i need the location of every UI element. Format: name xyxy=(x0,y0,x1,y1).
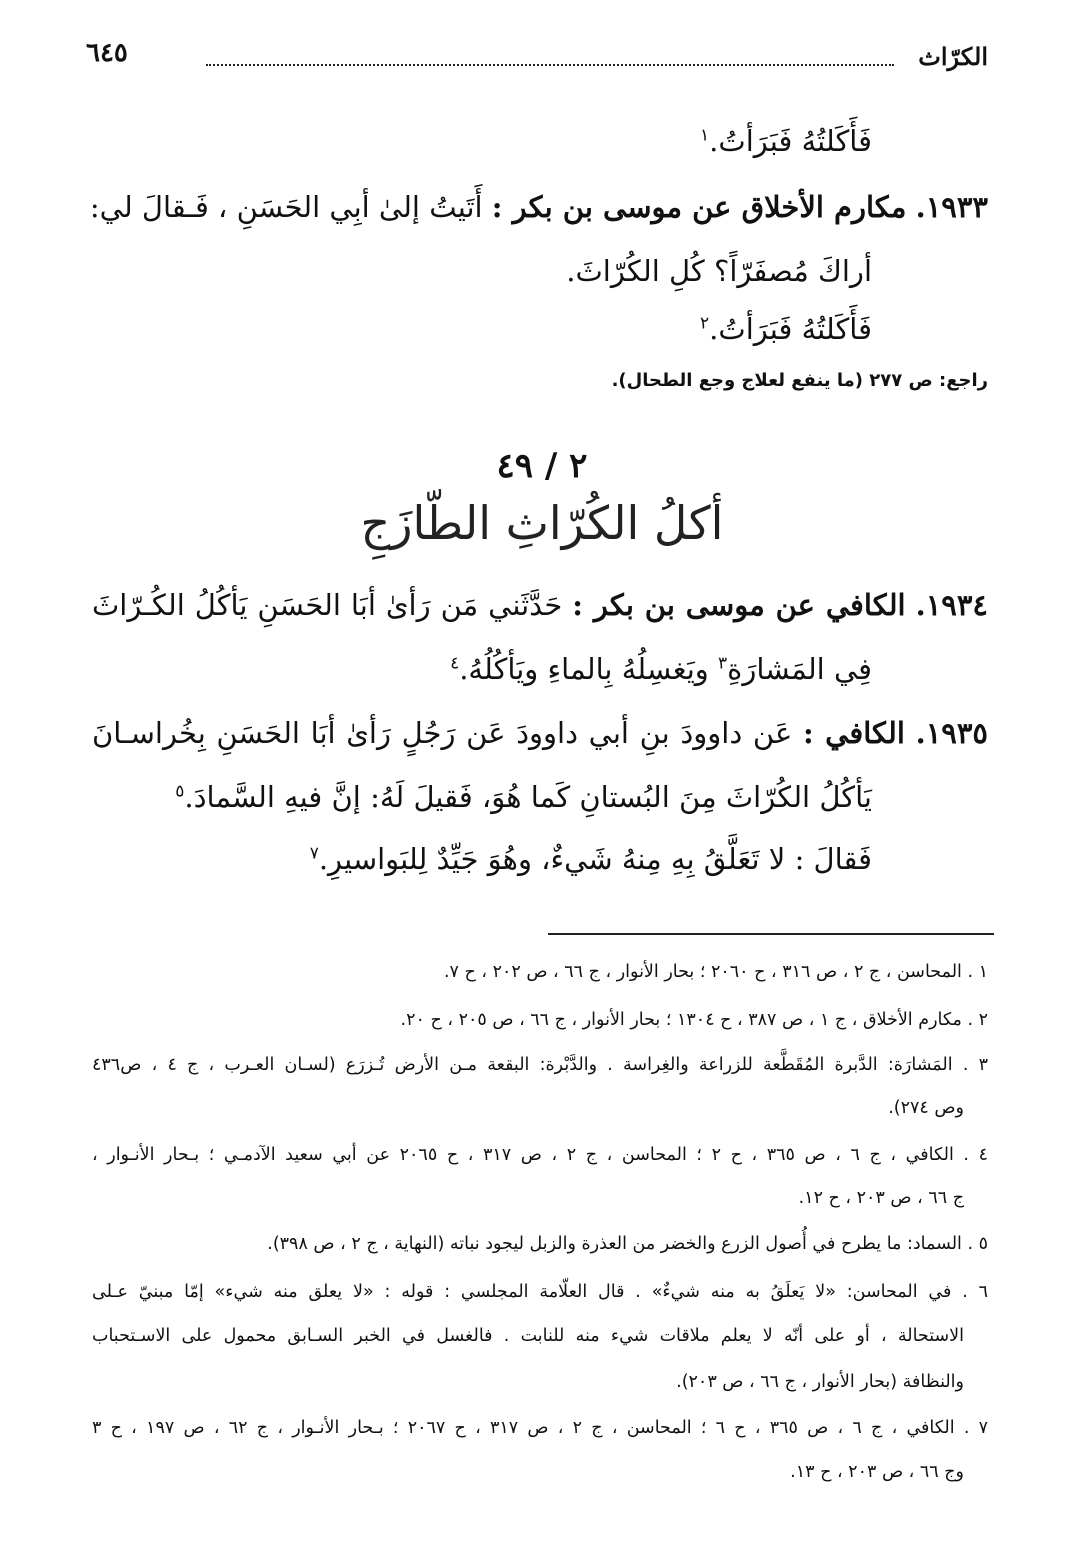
footnote: ٧ . الكافي ، ج ٦ ، ص ٣٦٥ ، ح ٦ ؛ المحاسن ، ج ٢ ، ص ٣١٧ ، ح ٢٠٦٧ ؛ بـحار الأنـوار ، ج ٦٢ ، ص ١٩٧ ، ح ٣ xyxy=(92,1418,989,1438)
hadith-text: فَأَكَلتُهُ فَبَرَأتُ. xyxy=(709,124,872,158)
see-also-reference: راجع: ص ٢٧٧ (ما ينفع لعلاج وجع الطحال). xyxy=(611,370,988,391)
footnote-marker: ١ xyxy=(700,125,710,146)
hadith-line xyxy=(450,652,872,686)
footnote-continuation: وص ٢٧٤). xyxy=(888,1098,964,1118)
footnote-marker: ٥ xyxy=(175,781,185,802)
footnote-continuation: ج ٦٦ ، ص ٢٠٣ ، ح ١٢. xyxy=(798,1188,964,1208)
hadith-text: ويَغسِلُهُ بِالماءِ ويَأكُلُهُ. xyxy=(459,652,709,686)
hadith-source: الكافي : xyxy=(802,716,905,750)
header-dotted-leader xyxy=(206,64,894,66)
footnote-marker: ٢ xyxy=(700,313,710,334)
hadith-text: أَتَيتُ إلىٰ أبِي الحَسَنِ ، فَـقالَ لي: xyxy=(89,190,483,224)
hadith-text: فِي المَشارَةِ xyxy=(727,652,872,686)
chapter-number: ٢ / ٤٩ xyxy=(496,446,588,486)
footnote-continuation: والنظافة (بحار الأنوار ، ج ٦٦ ، ص ٢٠٣). xyxy=(676,1372,964,1392)
header-title: الكرّاث xyxy=(918,42,988,71)
footnote-separator xyxy=(548,933,994,935)
footnote-marker: ٤ xyxy=(450,653,460,674)
hadith-number: ١٩٣٤. xyxy=(915,588,989,622)
footnote-continuation: وج ٦٦ ، ص ٢٠٣ ، ح ١٣. xyxy=(790,1462,964,1482)
hadith-source: الكافي عن موسى بن بكر : xyxy=(572,588,906,622)
hadith-text: حَدَّثَني مَن رَأىٰ أبَا الحَسَنِ يَأكُلُ الكُـرّاثَ xyxy=(92,588,563,622)
hadith-text: أراكَ مُصفَرّاً؟ كُلِ الكُرّاثَ. xyxy=(566,254,872,288)
footnote: ٣ . المَشارَة: الدَّبرة المُقَطَّعة للزراعة والغِراسة . والدَّبْرة: البقعة مـن الأرض تُـزرَع (لسـان العـرب ، ج ٤ ، ص٤٣٦ xyxy=(92,1055,989,1075)
running-header xyxy=(86,36,988,76)
hadith-line xyxy=(700,312,872,346)
footnote-continuation: الاستحالة ، أو على أنّه لا يعلم ملاقات شيء منه للنابت . فالغسل في الخبر السـابق محمول على الاسـتحباب xyxy=(92,1326,964,1346)
hadith-text: يَأكُلُ الكُرّاثَ مِنَ البُستانِ كَما هُوَ، فَقيلَ لَهُ: إنَّ فيهِ السَّمادَ. xyxy=(184,780,872,814)
footnote: ٥ . السماد: ما يطرح في أُصول الزرع والخضر من العذرة والزبل ليجود نباته (النهاية ، ج ٢ ، ص ٣٩٨). xyxy=(267,1234,988,1254)
footnote: ١ . المحاسن ، ج ٢ ، ص ٣١٦ ، ح ٢٠٦٠ ؛ بحار الأنوار ، ج ٦٦ ، ص ٢٠٢ ، ح ٧. xyxy=(443,962,988,982)
page-number: ٦٤٥ xyxy=(86,38,128,68)
footnote: ٦ . في المحاسن: «لا يَعلَقُ به منه شيءٌ» . قال العلّامة المجلسي : قوله : «لا يعلق منه شيء» إمّا مبنيّ عـلى xyxy=(92,1282,988,1302)
footnote: ٢ . مكارم الأخلاق ، ج ١ ، ص ٣٨٧ ، ح ١٣٠٤ ؛ بحار الأنوار ، ج ٦٦ ، ص ٢٠٥ ، ح ٢٠. xyxy=(400,1010,988,1030)
hadith-text: فَأَكَلتُهُ فَبَرَأتُ. xyxy=(709,312,872,346)
hadith-number: ١٩٣٣. xyxy=(915,190,988,224)
hadith-number: ١٩٣٥. xyxy=(915,716,988,750)
hadith-line xyxy=(700,124,872,158)
hadith-1934 xyxy=(92,588,988,622)
hadith-line xyxy=(566,254,872,288)
hadith-text: عَن داوودَ بنِ أبي داوودَ عَن رَجُلٍ رَأىٰ أبَا الحَسَنِ بِخُراسـانَ xyxy=(92,716,793,750)
hadith-line xyxy=(310,842,872,876)
hadith-source: مكارم الأخلاق عن موسى بن بكر : xyxy=(491,190,907,224)
hadith-line xyxy=(175,780,872,814)
footnote: ٤ . الكافي ، ج ٦ ، ص ٣٦٥ ، ح ٢ ؛ المحاسن ، ج ٢ ، ص ٣١٧ ، ح ٢٠٦٥ عن أبي سعيد الآدمـي ؛ بـحار الأنـوار ، xyxy=(92,1145,988,1165)
hadith-1933 xyxy=(89,190,988,224)
hadith-text: فَقالَ : لا تَعَلَّقُ بِهِ مِنهُ شَيءٌ، وهُوَ جَيِّدٌ لِلبَواسيرِ. xyxy=(318,842,872,876)
footnote-marker: ٣ xyxy=(718,653,728,674)
hadith-1935 xyxy=(92,716,988,750)
footnote-marker: ٧ xyxy=(309,843,319,864)
chapter-title: أكلُ الكُرّاثِ الطّازَجِ xyxy=(360,496,724,550)
